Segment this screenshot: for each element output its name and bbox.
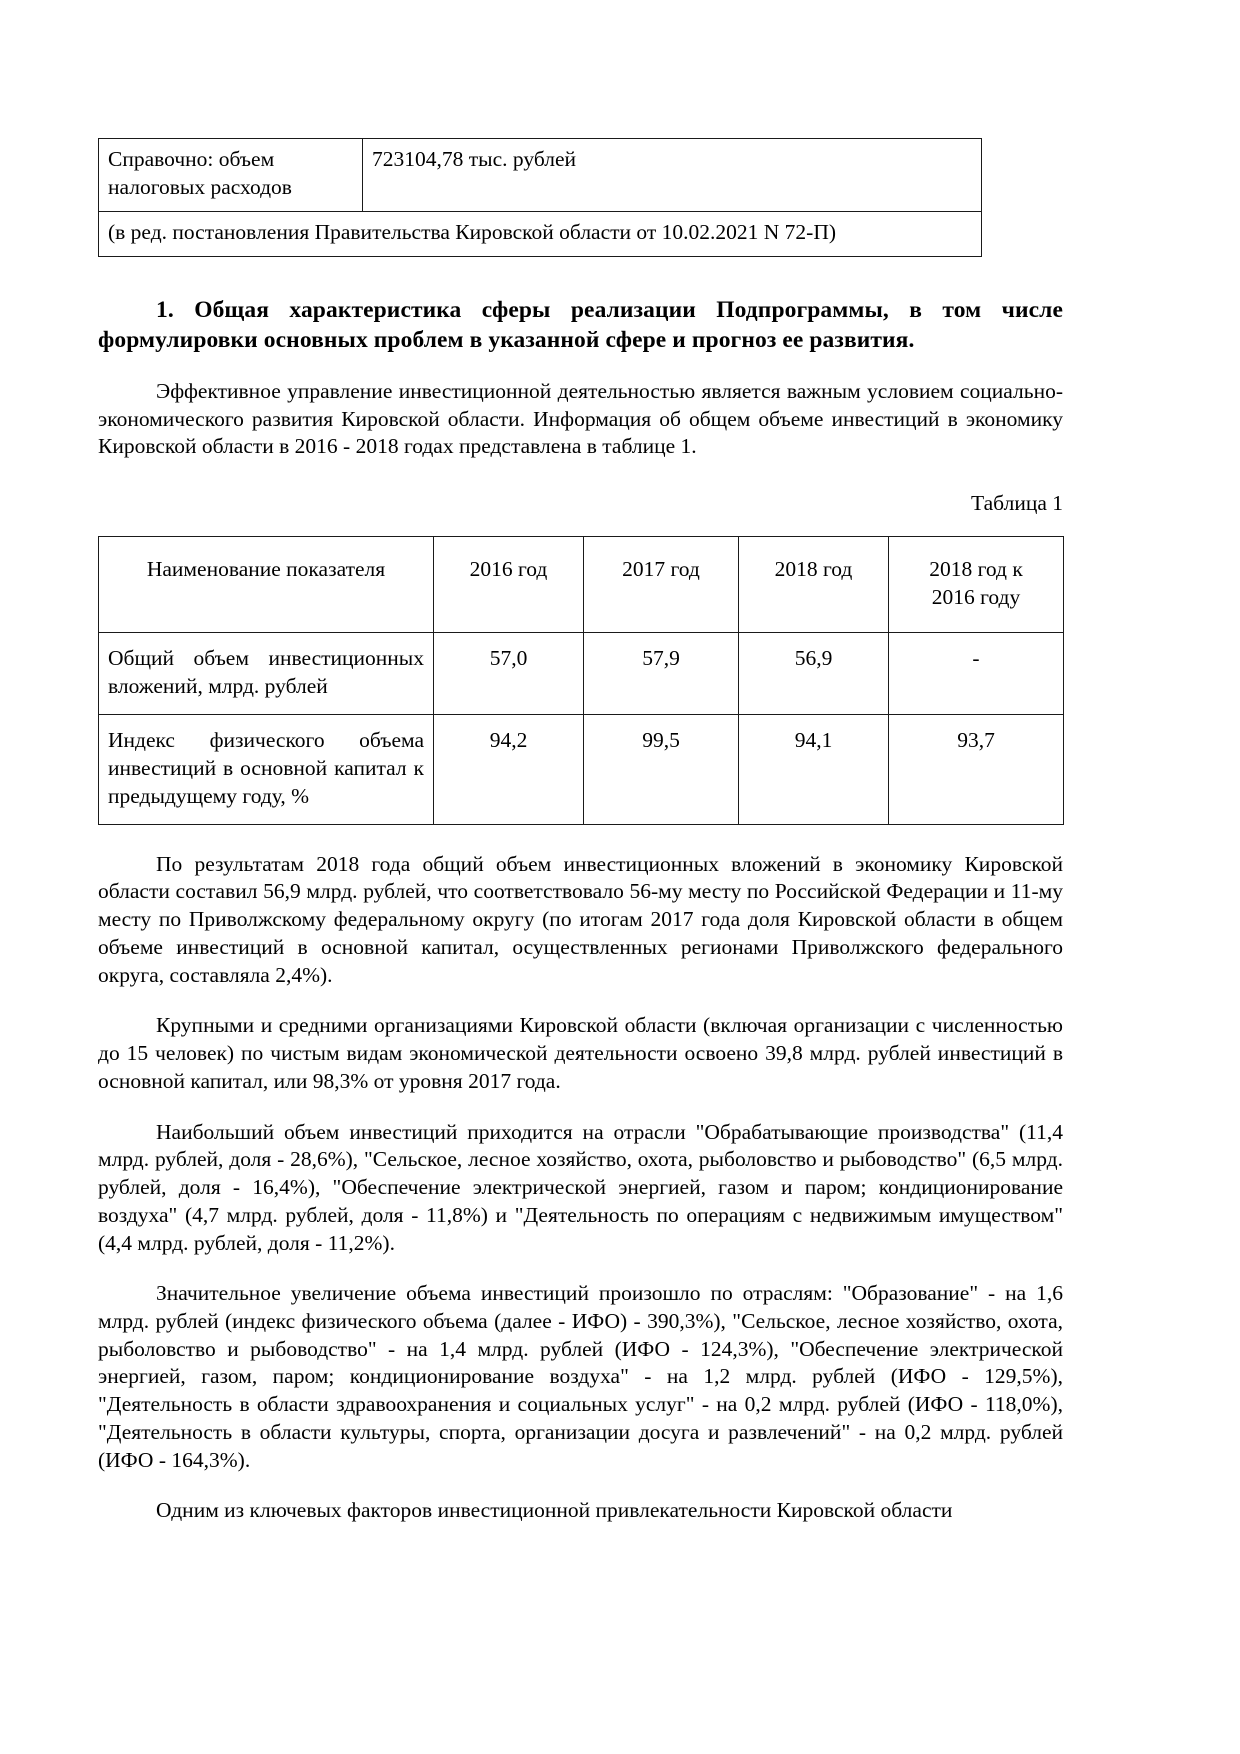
paragraph-largest-volume: Наибольший объем инвестиций приходится на отрасли "Обрабатывающие производства" (11,4 млрд. рублей, доля - 28,6%), "Сельское, лесное хозяйство, охота, рыболовство и рыбоводство" (6,5 млрд. рублей, доля - 16,4%), "Обеспечение электрической энергией, газом и паром; кондиционирование воздуха" (4,7 млрд. рублей, доля - 11,8%) и "Деятельность по операциям с недвижимым имуществом" (4,4 млрд. рублей, доля - 11,2%). <box>98 1119 1063 1255</box>
table-row <box>99 632 1064 714</box>
column-header-2017: 2017 год <box>584 537 739 633</box>
paragraph-2018-results: По результатам 2018 года общий объем инвестиционных вложений в экономику Кировской области составил 56,9 млрд. рублей, что соответствовало 56-му месту по Российской Федерации и 11-му месту по Приволжскому федеральному округу (по итогам 2017 года доля Кировской области в общем объеме инвестиций в основной капитал, осуществленных регионами Приволжского федерального округа, составляла 2,4%). <box>98 851 1063 987</box>
cell-total-2017: 57,9 <box>584 632 739 714</box>
reference-table <box>98 138 982 257</box>
tax-expenses-value: 723104,78 тыс. рублей <box>363 139 982 212</box>
table-row <box>99 139 982 212</box>
section-heading-line1: 1. Общая характеристика сферы реализации Подпрограммы, в том числе <box>156 296 1063 323</box>
section-heading <box>98 295 1063 356</box>
column-header-2016: 2016 год <box>434 537 584 633</box>
column-header-indicator: Наименование показателя <box>99 537 434 633</box>
section-heading-line2: формулировки основных проблем в указанной сфере и прогноз ее развития. <box>98 327 915 354</box>
cell-total-2018: 56,9 <box>739 632 889 714</box>
column-header-ratio <box>889 537 1064 633</box>
paragraph-large-medium-orgs: Крупными и средними организациями Кировской области (включая организации с численностью до 15 человек) по чистым видам экономической деятельности освоено 39,8 млрд. рублей инвестиций в основной капитал, или 98,3% от уровня 2017 года. <box>98 1013 1063 1093</box>
document-content <box>98 138 1063 1525</box>
cell-total-2016: 57,0 <box>434 632 584 714</box>
table-caption: Таблица 1 <box>971 491 1063 516</box>
table-row <box>99 211 982 256</box>
cell-index-ratio: 93,7 <box>889 714 1064 824</box>
column-header-ratio-line2: 2016 году <box>931 585 1021 610</box>
tax-expenses-label: Справочно: объем налоговых расходов <box>99 139 363 212</box>
table-header-row <box>99 537 1064 633</box>
paragraph-significant-increase: Значительное увеличение объема инвестиций произошло по отраслям: "Образование" - на 1,6 млрд. рублей (индекс физического объема (далее - ИФО) - 390,3%), "Сельское, лесное хозяйство, охота, рыболовство и рыбоводство" - на 1,4 млрд. рублей (ИФО - 124,3%), "Обеспечение электрической энергией, газом, паром; кондиционирование воздуха" - на 1,2 млрд. рублей (ИФО - 129,5%), "Деятельность в области здравоохранения и социальных услуг" - на 0,2 млрд. рублей (ИФО - 118,0%), "Деятельность в области культуры, спорта, организации досуга и развлечений" - на 0,2 млрд. рублей (ИФО - 164,3%). <box>98 1281 1063 1472</box>
table-row <box>99 714 1064 824</box>
investment-data-table <box>98 536 1064 825</box>
cell-index-2017: 99,5 <box>584 714 739 824</box>
intro-paragraph: Эффективное управление инвестиционной деятельностью является важным условием социально-экономического развития Кировской области. Информация об общем объеме инвестиций в экономику Кировской области в 2016 - 2018 годах представлена в таблице 1. <box>98 378 1063 459</box>
row-label-total-investments: Общий объем инвестиционных вложений, млрд. рублей <box>99 632 434 714</box>
column-header-2018: 2018 год <box>739 537 889 633</box>
cell-index-2018: 94,1 <box>739 714 889 824</box>
cell-index-2016: 94,2 <box>434 714 584 824</box>
cell-total-ratio: - <box>889 632 1064 714</box>
paragraph-key-factors: Одним из ключевых факторов инвестиционной привлекательности Кировской области <box>156 1498 953 1523</box>
amendment-note: (в ред. постановления Правительства Кировской области от 10.02.2021 N 72-П) <box>99 211 982 256</box>
row-label-volume-index: Индекс физического объема инвестиций в основной капитал к предыдущему году, % <box>99 714 434 824</box>
column-header-ratio-line1: 2018 год к <box>929 557 1023 582</box>
